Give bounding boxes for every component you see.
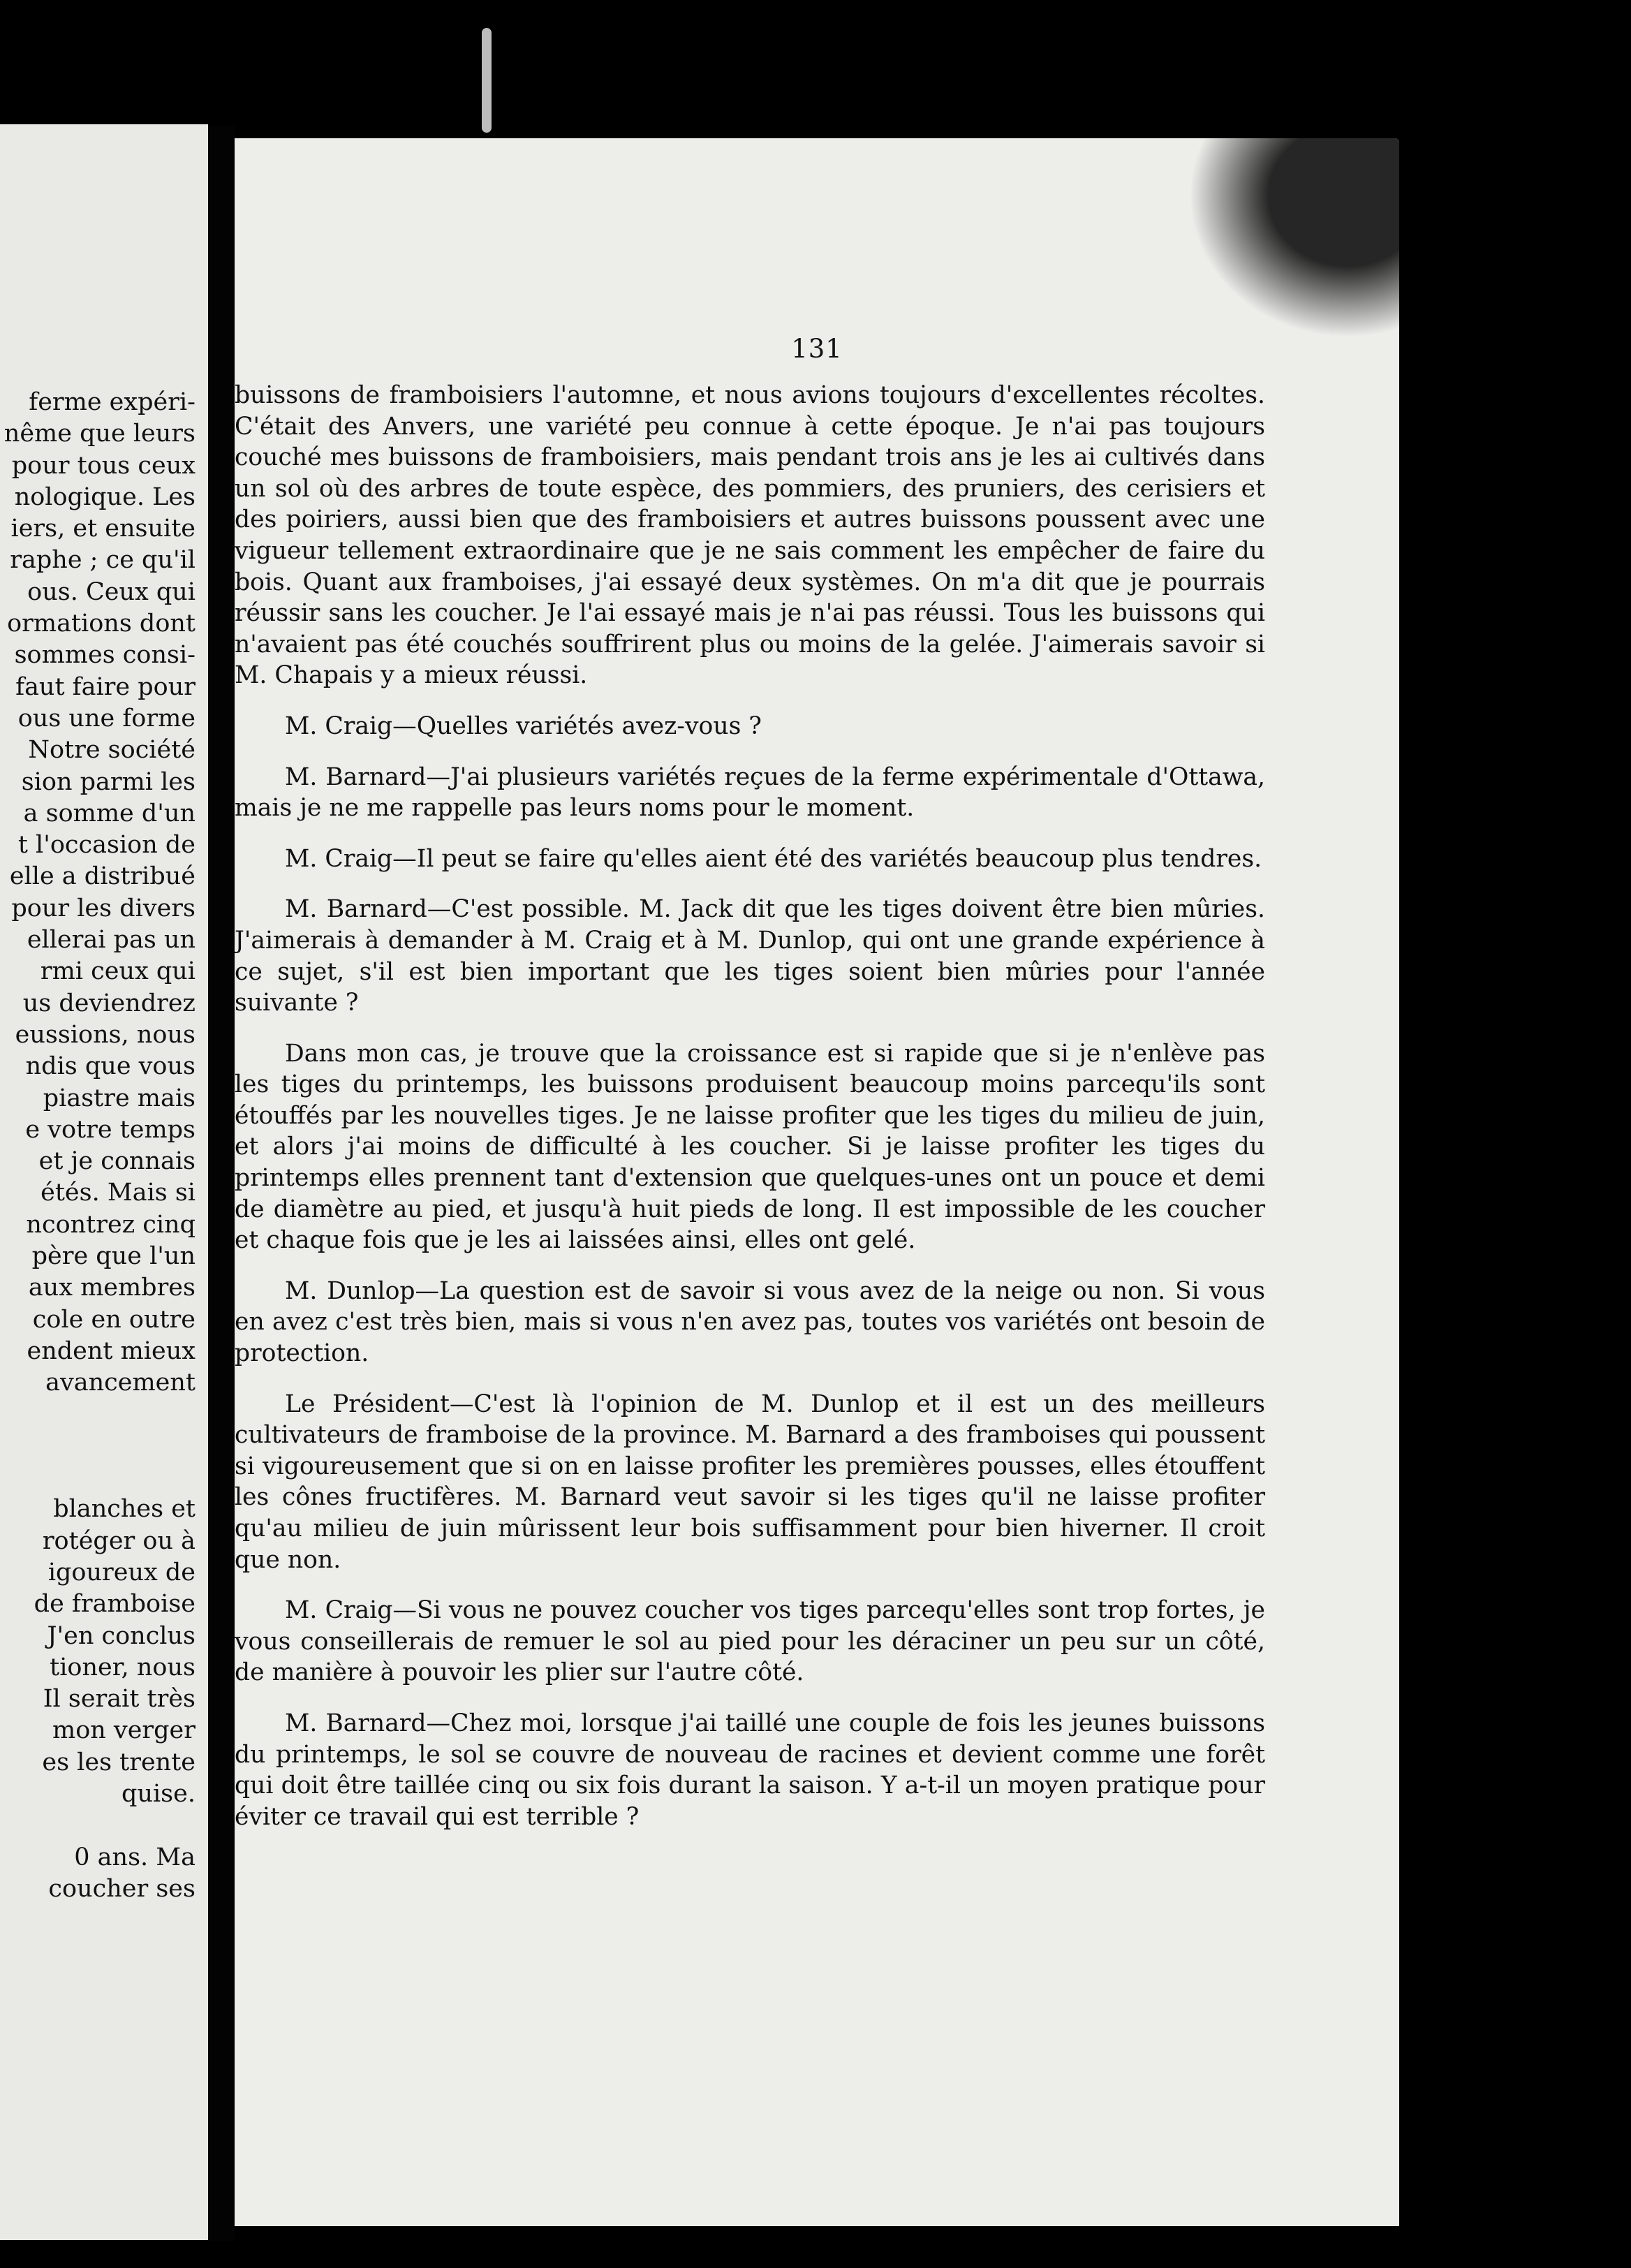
previous-page-line: tioner, nous	[50, 1653, 195, 1681]
previous-page-line: pour les divers	[11, 894, 195, 922]
previous-page-line: rmi ceux qui	[40, 957, 195, 986]
paragraph-craig-advice: M. Craig—Si vous ne pouvez coucher vos tiges parcequ'elles sont trop fortes, je vous conseillerais de remuer le sol au pied pour les déraciner un peu sur un côté, de manière à pouvoir les plier sur l'autre côté.	[235, 1596, 1265, 1687]
paragraph-craig-tender: M. Craig—Il peut se faire qu'elles aient été des variétés beaucoup plus tendres.	[285, 844, 1262, 873]
previous-page-line: raphe ; ce qu'il	[10, 546, 195, 575]
previous-page-line: endent mieux	[27, 1336, 195, 1365]
previous-page-line: piastre mais	[43, 1084, 195, 1112]
previous-page-line: aux membres	[28, 1274, 195, 1302]
previous-page-line: nologique. Les	[14, 483, 195, 511]
paragraph-barnard-reply: M. Barnard—J'ai plusieurs variétés reçues de la ferme expérimentale d'Ottawa, mais je ne me rappelle pas leurs noms pour le moment.	[235, 763, 1265, 823]
previous-page-line: quise.	[121, 1780, 195, 1809]
page-body	[235, 380, 1265, 1832]
previous-page-line: eussions, nous	[15, 1020, 195, 1049]
previous-page-line: a somme d'un	[23, 799, 195, 827]
paragraph-dunlop: M. Dunlop—La question est de savoir si vous avez de la neige ou non. Si vous en avez c'est très bien, mais si vous n'en avez pas, toutes vos variétés ont besoin de protection.	[235, 1276, 1265, 1368]
previous-page-line: ndis que vous	[25, 1052, 195, 1081]
previous-page-line: cole en outre	[32, 1305, 195, 1334]
water-stain	[1162, 138, 1399, 362]
book-page	[235, 138, 1399, 2226]
previous-page-line: blanches et	[53, 1495, 195, 1524]
previous-page-line: avancement	[45, 1369, 195, 1397]
previous-page-line: coucher ses	[48, 1874, 195, 1903]
previous-page-line: e votre temps	[25, 1115, 195, 1144]
previous-page-text	[0, 387, 195, 1905]
previous-page-line: sion parmi les	[21, 767, 195, 796]
previous-page-line: ellerai pas un	[27, 926, 195, 955]
previous-page-line: sommes consi-	[14, 641, 195, 670]
paragraph-barnard-question: M. Barnard—Chez moi, lorsque j'ai taillé une couple de fois les jeunes buissons du printemps, le sol se couvre de nouveau de racines et devient comme une forêt qui doit être taillée cinq ou six fois durant la saison. Y a-t-il un moyen pratique pour éviter ce travail qui est terrible ?	[235, 1709, 1265, 1831]
previous-page-line: Notre société	[28, 736, 195, 765]
previous-page-line: mon verger	[52, 1716, 195, 1745]
previous-page-line: ormations dont	[7, 610, 195, 638]
paragraph-continuation: buissons de framboisiers l'automne, et nous avions toujours d'excellentes récoltes. C'était des Anvers, une variété peu connue à cette époque. Je n'ai pas toujours couché mes buissons de framboisiers, mais pendant trois ans je les ai cultivés dans un sol où des arbres de toute espèce, des pommiers, des pruniers, des cerisiers et des poiriers, aussi bien que des framboisiers et autres buissons poussent avec une vigueur tellement extraordinaire que je ne sais comment les empêcher de faire du bois. Quant aux framboises, j'ai essayé deux systèmes. On m'a dit que je pourrais réussir sans les coucher. Je l'ai essayé mais je n'ai pas réussi. Tous les buissons qui n'avaient pas été couchés souffrirent plus ou moins de la gelée. J'aimerais savoir si M. Chapais y a mieux réussi.	[235, 381, 1265, 690]
page-number: 131	[791, 334, 843, 364]
previous-page-line: nême que leurs	[3, 420, 195, 448]
previous-page-line: Il serait très	[43, 1685, 195, 1714]
previous-page-line: ous une forme	[17, 704, 195, 732]
paragraph-growth: Dans mon cas, je trouve que la croissance est si rapide que si je n'enlève pas les tiges du printemps, les buissons produisent beaucoup moins parcequ'ils sont étouffés par les nouvelles tiges. Je ne laisse profiter que les tiges du milieu de juin, et alors j'ai moins de difficulté à les coucher. Si je laisse profiter les tiges du printemps elles prennent tant d'extension que quelques-unes ont un pouce et demi de diamètre au pied, et jusqu'à huit pieds de long. Il est impossible de les coucher et chaque fois que je les ai laissées ainsi, elles ont gelé.	[235, 1039, 1265, 1255]
previous-page-line: 0 ans. Ma	[74, 1843, 195, 1871]
previous-page-line: ous. Ceux qui	[27, 577, 195, 606]
previous-page-line: pour tous ceux	[11, 451, 195, 480]
paragraph-craig-question: M. Craig—Quelles variétés avez-vous ?	[285, 712, 762, 740]
previous-page-fragment	[0, 124, 208, 2240]
previous-page-line: es les trente	[42, 1748, 195, 1776]
previous-page-line: père que l'un	[31, 1242, 195, 1271]
book-binding	[208, 126, 235, 2241]
scratch-mark	[482, 28, 492, 133]
previous-page-line: rotéger ou à	[42, 1526, 195, 1555]
previous-page-line: elle a distribué	[9, 862, 195, 891]
previous-page-line: t l'occasion de	[17, 831, 195, 860]
previous-page-line: faut faire pour	[15, 672, 195, 701]
previous-page-line: iers, et ensuite	[10, 515, 195, 543]
previous-page-line: ncontrez cinq	[26, 1210, 195, 1239]
paragraph-president: Le Président—C'est là l'opinion de M. Dunlop et il est un des meilleurs cultivateurs de framboise de la province. M. Barnard a des framboises qui poussent si vigoureusement que si on en laisse profiter les premières pousses, elles étouffent les cônes fructifères. M. Barnard veut savoir si les tiges qu'il ne laisse profiter qu'au milieu de juin mûrissent leur bois suffisamment pour bien hiverner. Il croit que non.	[235, 1390, 1265, 1574]
previous-page-line: étés. Mais si	[40, 1179, 195, 1207]
previous-page-line: de framboise	[34, 1590, 195, 1619]
previous-page-line: igoureux de	[47, 1558, 195, 1586]
paragraph-barnard-possible: M. Barnard—C'est possible. M. Jack dit que les tiges doivent être bien mûries. J'aimerais à demander à M. Craig et à M. Dunlop, qui ont une grande expérience à ce sujet, s'il est bien important que les tiges soient bien mûries pour l'année suivante ?	[235, 895, 1265, 1017]
previous-page-line: et je connais	[38, 1147, 195, 1176]
previous-page-line: J'en conclus	[47, 1621, 195, 1650]
previous-page-line: us deviendrez	[22, 989, 195, 1017]
previous-page-line: ferme expéri-	[29, 388, 195, 416]
